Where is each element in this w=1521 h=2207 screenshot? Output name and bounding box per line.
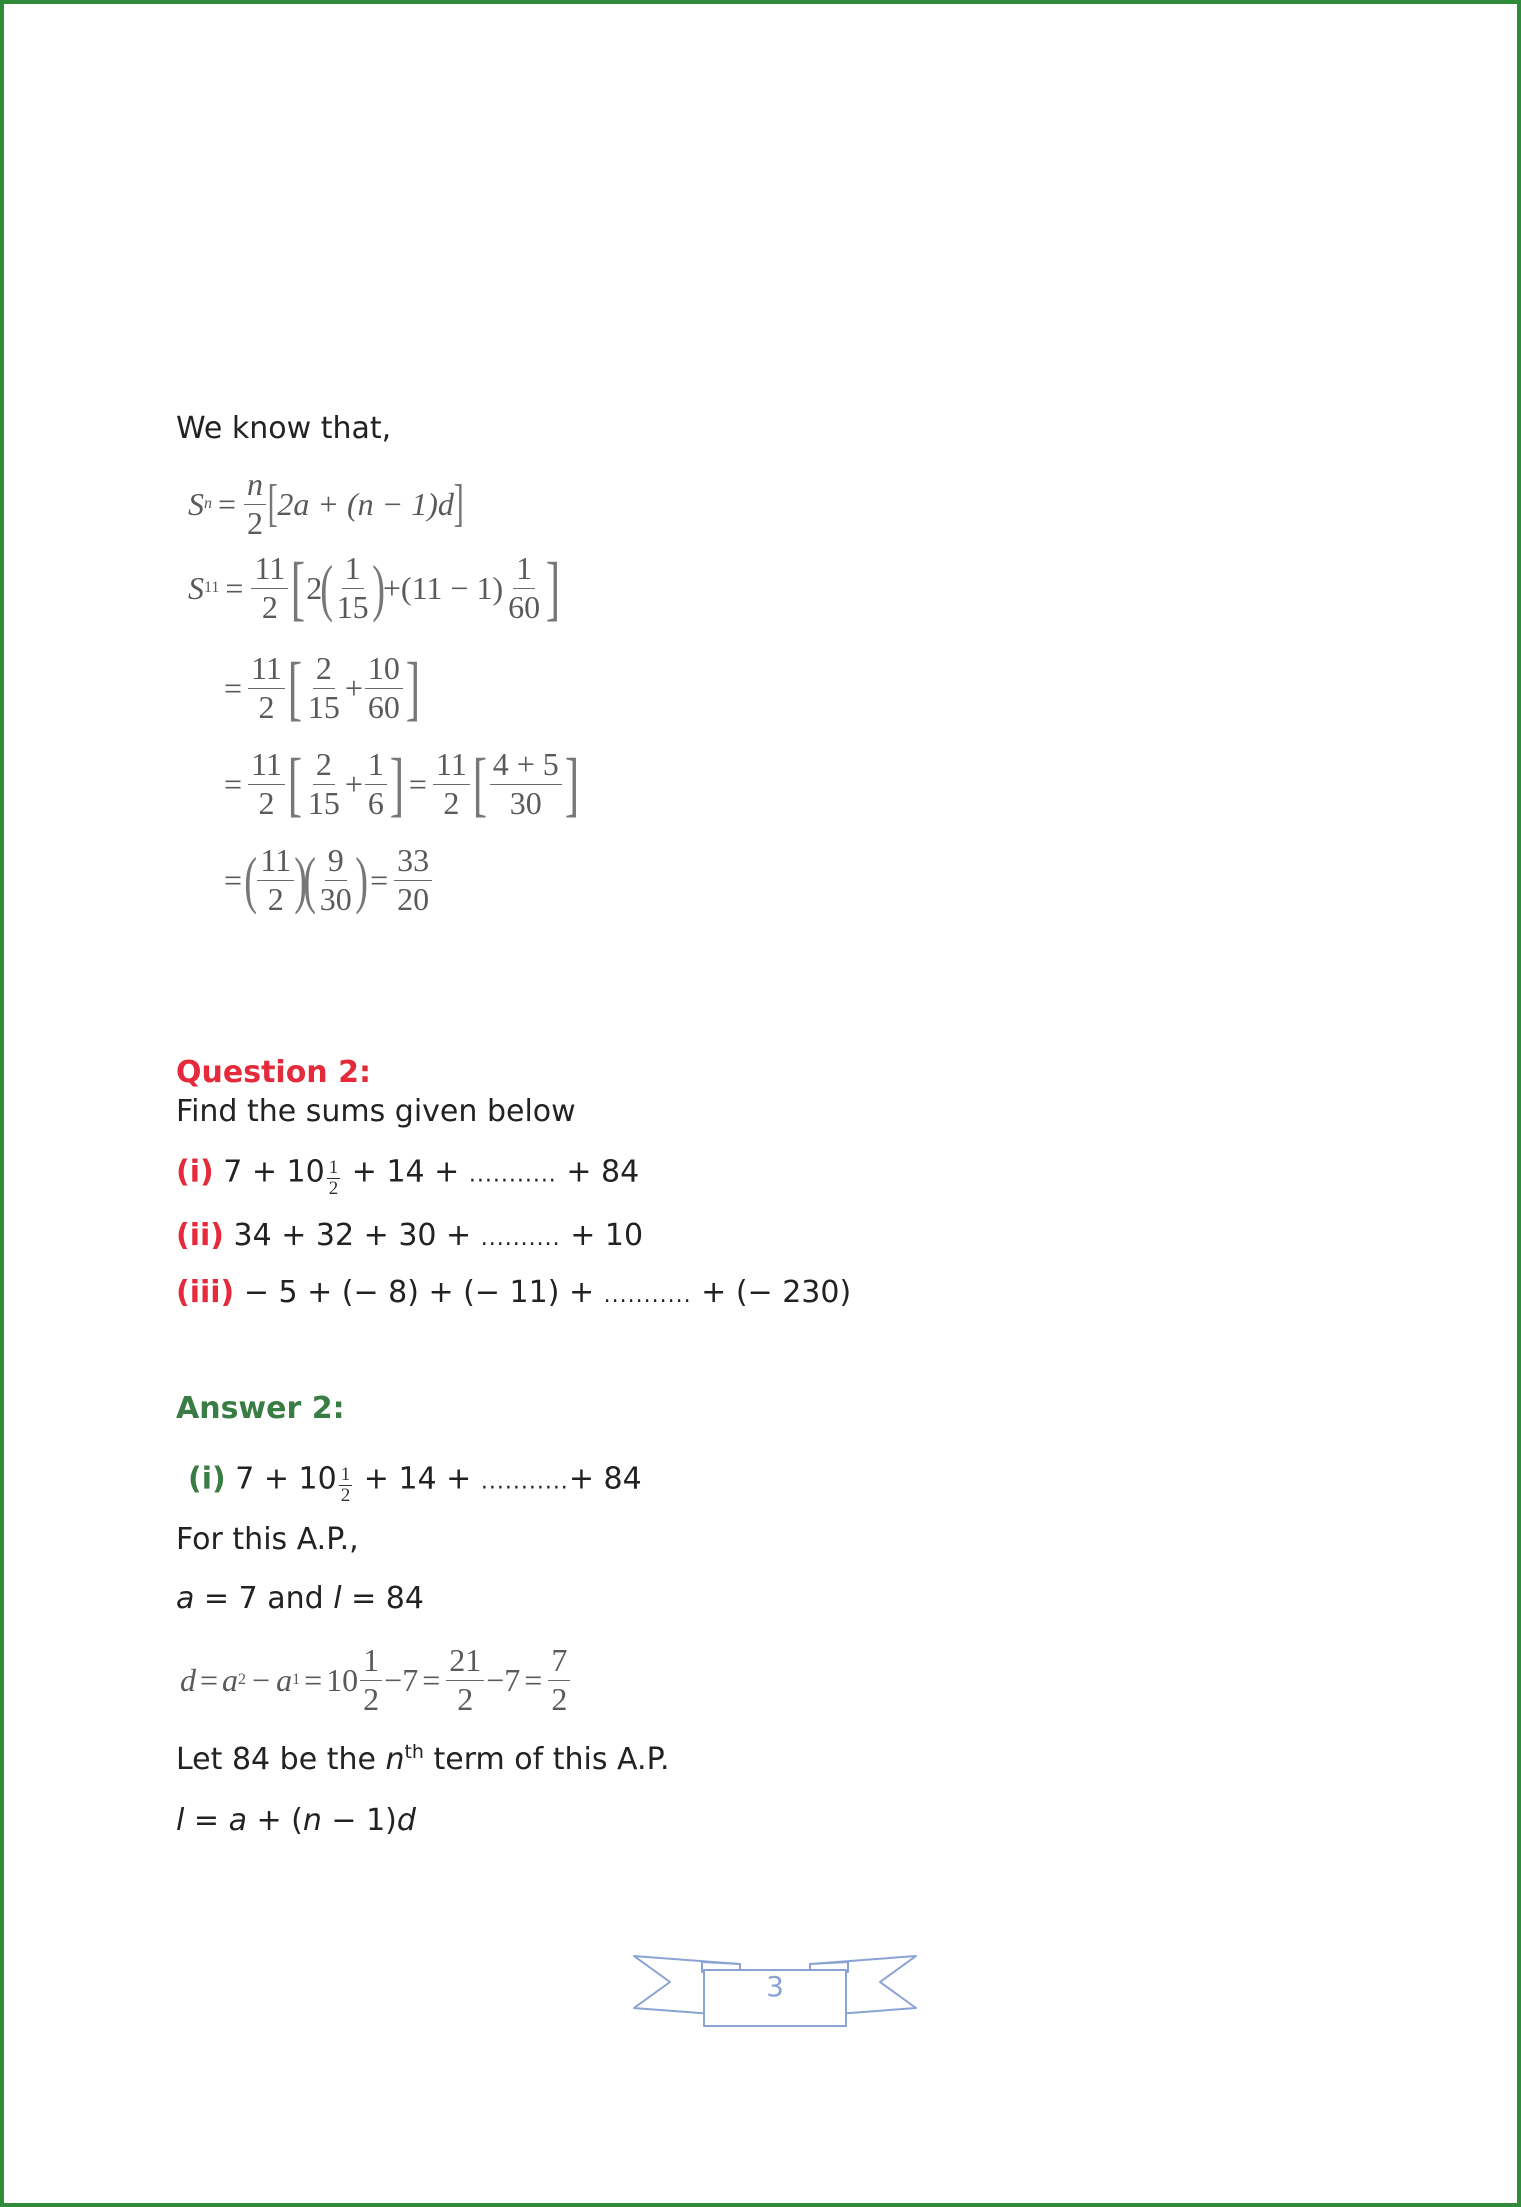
answer-part-i: (i) 7 + 10 $\frac{1}{2}$ + 14 + ...........+ 84: [188, 1461, 642, 1506]
formula-s11: S 11 = $\frac{11}{2}$ [ 2 ( $\frac{1}{15}$ ) + (11 − 1) $\frac{1}{60}$ ]: [188, 548, 561, 629]
page-number: 3: [766, 1970, 784, 2003]
question-item-ii: (ii) 34 + 32 + 30 + .......... + 10: [176, 1218, 644, 1253]
question-title: Question 2:: [176, 1055, 371, 1090]
a-and-l: a = 7 and l = 84: [176, 1581, 424, 1616]
formula-sn: S n = $\frac{n}{2}$ [ 2a + (n − 1)d ]: [188, 466, 464, 541]
intro-text: We know that,: [176, 411, 392, 446]
question-prompt: Find the sums given below: [176, 1094, 576, 1129]
let-line: Let 84 be the $n^{th}$ term of this A.P.: [176, 1741, 670, 1777]
formula-step4: = $\frac{11}{2}$ [ $\frac{2}{15}$ + $\frac{1}{6}$ ] = $\frac{11}{2}$ [ $\frac{4 + 5}{30}$ ]: [224, 744, 579, 825]
fraction: $\frac{n}{2}$: [244, 468, 266, 540]
formula-d: d = a 2 − a 1 = 10 $\frac{1}{2}$ −7 = $\frac{21}{2}$ −7 = $\frac{7}{2}$: [180, 1644, 572, 1716]
question-item-i: (i) 7 + 10 $\frac{1}{2}$ + 14 + ........... + 84: [176, 1154, 640, 1199]
general-term-formula: l = a + (n − 1)d: [176, 1803, 416, 1838]
answer-title: Answer 2:: [176, 1391, 345, 1426]
question-item-iii: (iii) − 5 + (− 8) + (− 11) + ........... + (− 230): [176, 1275, 852, 1310]
formula-step3: = $\frac{11}{2}$ [ $\frac{2}{15}$ + $\frac{10}{60}$ ]: [224, 648, 421, 729]
for-this-ap: For this A.P.,: [176, 1522, 359, 1557]
formula-step5: = ( $\frac{11}{2}$ ) ( $\frac{9}{30}$ ) = $\frac{33}{20}$: [224, 844, 434, 916]
